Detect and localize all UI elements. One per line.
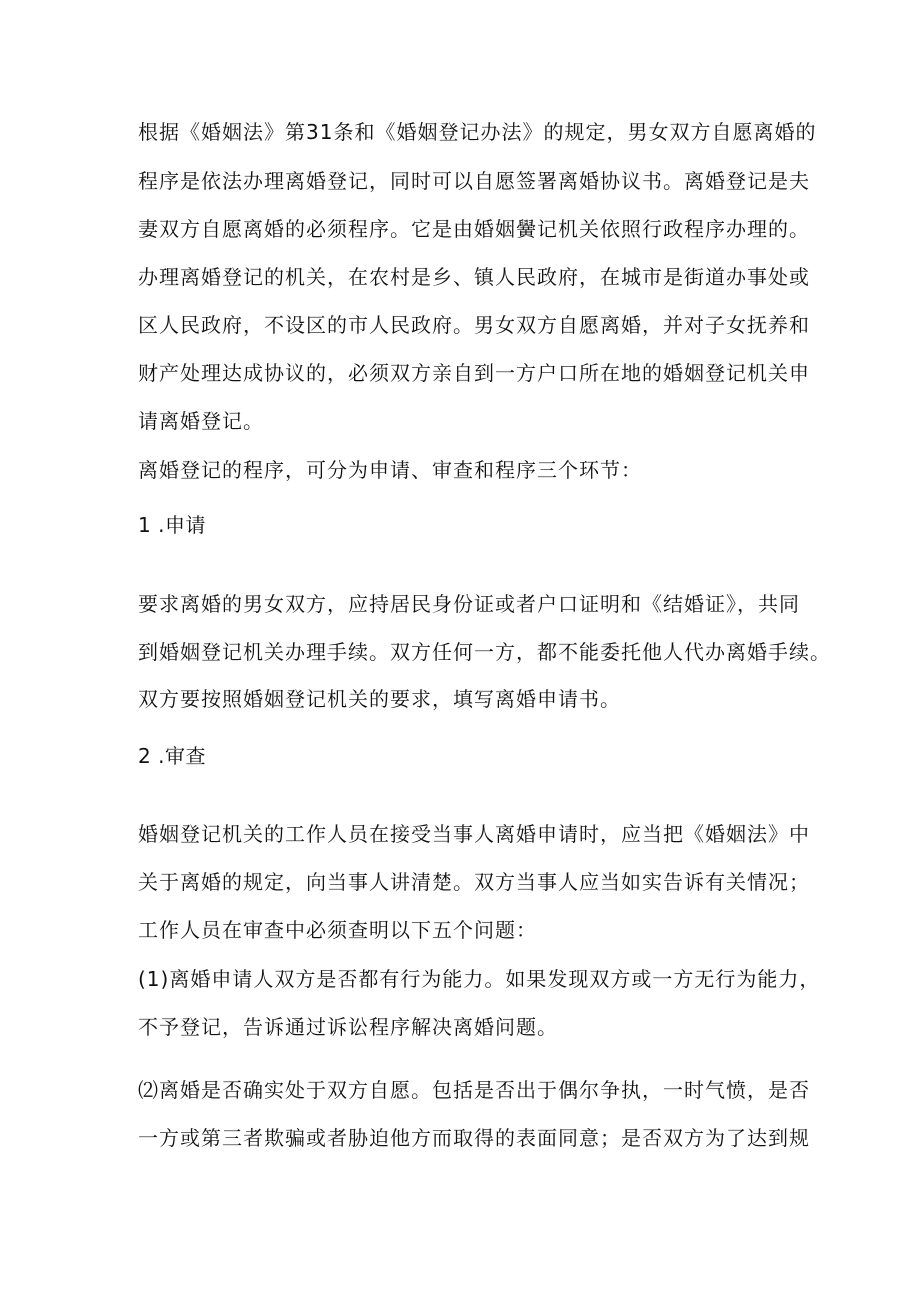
item-1-line-1: (1)离婚申请人双方是否都有行为能力。如果发现双方或一方无行为能力， <box>138 967 821 991</box>
paragraph-2-line-2: 到婚姻登记机关办理手续。双方任何一方，都不能委托他人代办离婚手续。 <box>138 640 831 664</box>
item-2-line-2: 一方或第三者欺骗或者胁迫他方而取得的表面同意；是否双方为了达到规 <box>138 1126 810 1150</box>
paragraph-1-line-4: 办理离婚登记的机关，在农村是乡、镇人民政府，在城市是街道办事处或 <box>138 265 810 289</box>
paragraph-1-line-3: 妻双方自愿离婚的必须程序。它是由婚姻黌记机关依照行政程序办理的。 <box>138 217 810 241</box>
paragraph-3-line-3: 工作人员在审查中必须查明以下五个问题： <box>138 918 537 942</box>
paragraph-3-line-1: 婚姻登记机关的工作人员在接受当事人离婚申请时，应当把《婚姻法》中 <box>138 822 810 846</box>
paragraph-2-line-1: 要求离婚的男女双方，应持居民身份证或者户口证明和《结婚证》，共同 <box>138 592 800 616</box>
item-1-line-2: 不予登记，告诉通过诉讼程序解决离婚问题。 <box>138 1015 558 1039</box>
intro-line: 离婚登记的程序，可分为申请、审查和程序三个环节： <box>138 458 642 482</box>
paragraph-1-line-1: 根据《婚姻法》第31条和《婚姻登记办法》的规定，男女双方自愿离婚的 <box>138 120 817 144</box>
paragraph-3-line-2: 关于离婚的规定，向当事人讲清楚。双方当事人应当如实告诉有关情况； <box>138 870 810 894</box>
section-2-heading: 2 .审查 <box>138 744 206 768</box>
paragraph-2-line-3: 双方要按照婚姻登记机关的要求，填写离婚申请书。 <box>138 687 621 711</box>
paragraph-1-line-7: 请离婚登记。 <box>138 409 264 433</box>
paragraph-1-line-5: 区人民政府，不设区的市人民政府。男女双方自愿离婚，并对子女抚养和 <box>138 313 810 337</box>
item-2-line-1: ⑵离婚是否确实处于双方自愿。包括是否出于偶尔争执，一时气愤，是否 <box>138 1078 810 1102</box>
paragraph-1-line-6: 财产处理达成协议的，必须双方亲自到一方户口所在地的婚姻登记机关申 <box>138 361 810 385</box>
section-1-heading: 1 .申请 <box>138 513 206 537</box>
paragraph-1-line-2: 程序是依法办理离婚登记，同时可以自愿签署离婚协议书。离婚登记是夫 <box>138 169 810 193</box>
